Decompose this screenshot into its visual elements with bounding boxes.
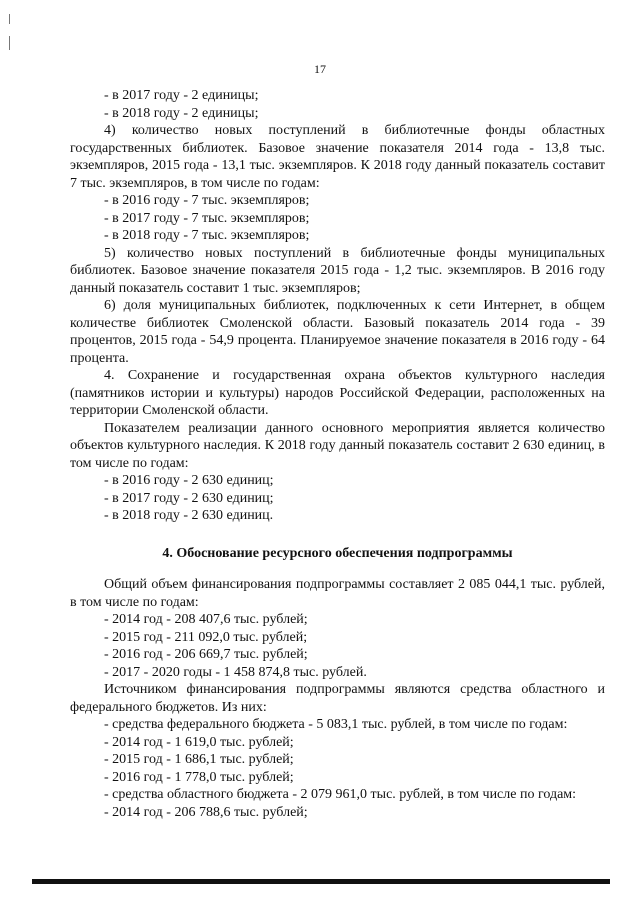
paragraph-heritage-indicator: Показателем реализации данного основного мероприятия является количество объектов культурного наследия. К 2018 году данный показатель составит 2 630 единиц, в том числе по годам: — [70, 420, 605, 471]
list-item: - средства федерального бюджета - 5 083,1 тыс. рублей, в том числе по годам: — [104, 717, 568, 732]
paragraph-internet-share: 6) доля муниципальных библиотек, подключенных к сети Интернет, в общем количестве библиотек Смоленской области. Базовый показатель 2014 года - 39 процентов, 2015 года - 54,9 процента. Планируемое значение показателя в 2016 году - 64 процента. — [70, 298, 605, 366]
paragraph-library-regional: 4) количество новых поступлений в библиотечные фонды областных государственных библиотек. Базовое значение показателя 2014 года - 13,8 тыс. экземпляров, 2015 года - 13,1 тыс. экземпляров. К 2018 году данный показатель составит 7 тыс. экземпляров, в том числе по годам: — [70, 123, 605, 191]
list-item: - 2015 год - 1 686,1 тыс. рублей; — [104, 752, 294, 767]
paragraph-regional-budget: - средства областного бюджета - 2 079 961,0 тыс. рублей, в том числе по годам: — [104, 787, 577, 802]
bottom-scan-bar — [32, 879, 610, 884]
list-item: - в 2016 году - 2 630 единиц; — [104, 473, 274, 488]
list-item: - 2015 год - 211 092,0 тыс. рублей; — [104, 629, 308, 645]
list-item: - 2014 год - 208 407,6 тыс. рублей; — [104, 612, 308, 627]
list-item: - в 2017 году - 2 630 единиц; — [104, 490, 274, 506]
list-item: - в 2018 году - 2 единицы; — [104, 105, 259, 121]
paragraph-heritage: 4. Сохранение и государственная охрана объектов культурного наследия (памятников истории и культуры) народов Российской Федерации, расположенных на территории Смоленской области. — [70, 368, 605, 418]
list-item: - 2014 год - 206 788,6 тыс. рублей; — [104, 804, 308, 820]
list-item: - в 2018 году - 2 630 единиц. — [104, 508, 274, 523]
scan-edge-mark — [9, 36, 10, 50]
list-item: - 2017 - 2020 годы - 1 458 874,8 тыс. рублей. — [104, 664, 367, 680]
list-item: - в 2017 году - 7 тыс. экземпляров; — [104, 210, 310, 226]
list-item: - 2016 год - 206 669,7 тыс. рублей; — [104, 647, 308, 662]
paragraph-library-municipal: 5) количество новых поступлений в библиотечные фонды муниципальных библиотек. Базовое значение показателя 2015 года - 1,2 тыс. экземпляров. В 2016 году данный показатель составит 1 тыс. экземпляров; — [70, 245, 605, 296]
list-item: - в 2017 году - 2 единицы; — [104, 88, 259, 103]
page-number: 17 — [314, 62, 326, 76]
paragraph-total-funding: Общий объем финансирования подпрограммы составляет 2 085 044,1 тыс. рублей, в том числе по годам: — [70, 577, 605, 610]
scan-edge-mark — [9, 14, 10, 24]
list-item: - 2016 год - 1 778,0 тыс. рублей; — [104, 769, 294, 785]
document-body — [70, 87, 605, 821]
list-item: - в 2016 году - 7 тыс. экземпляров; — [104, 193, 310, 208]
section-heading: 4. Обоснование ресурсного обеспечения подпрограммы — [162, 545, 513, 561]
list-item: - в 2018 году - 7 тыс. экземпляров; — [104, 228, 310, 243]
paragraph-funding-sources: Источником финансирования подпрограммы являются средства областного и федерального бюджетов. Из них: — [70, 682, 605, 715]
list-item: - 2014 год - 1 619,0 тыс. рублей; — [104, 734, 294, 750]
